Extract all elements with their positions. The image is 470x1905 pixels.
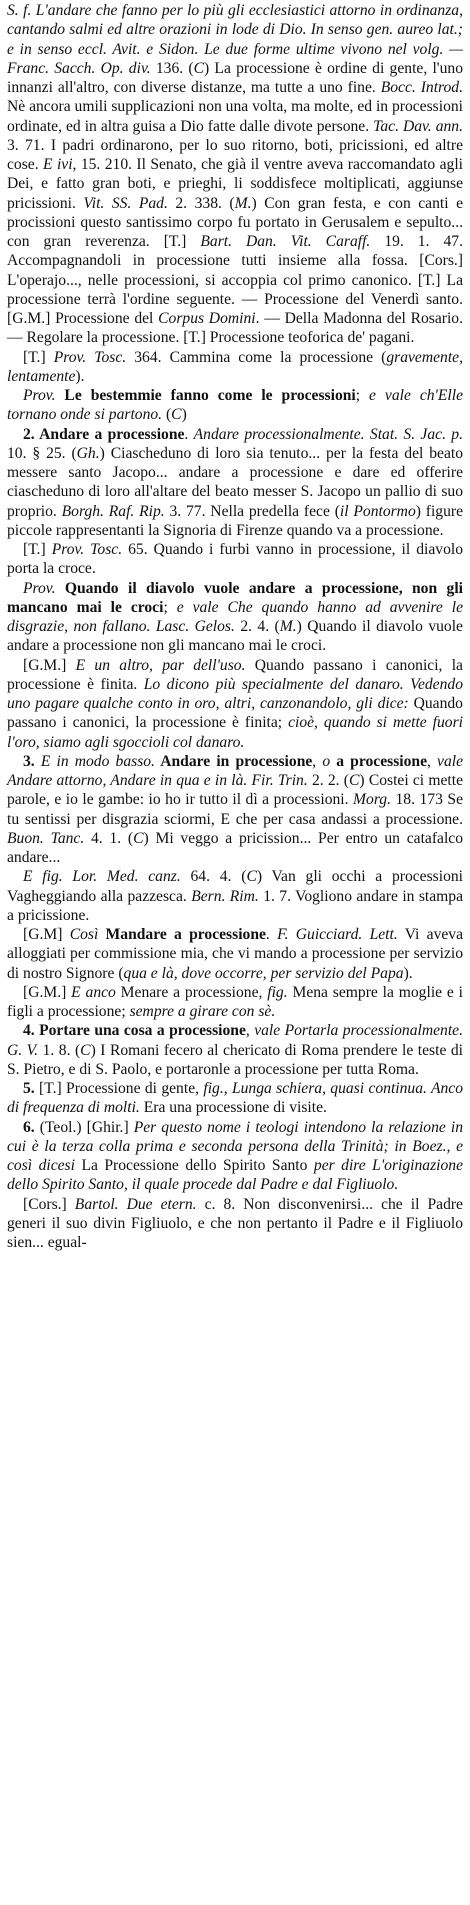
text-segment: ) Quando il diavolo vuole andare a processione non gli mancano mai le croci. xyxy=(7,618,463,655)
text-segment: ) I Romani fecero al chericato di Roma prendere le teste di S. Pietro, e di S. Paolo, e portaronle a processione per tutta Roma. xyxy=(7,1041,463,1078)
text-segment: Quando passano i canonici, la processione è finita. xyxy=(7,656,463,693)
entry-paragraph-5 xyxy=(7,540,463,579)
text-segment: 2. 338. ( xyxy=(167,194,235,212)
text-segment: e vale Che quando hanno ad avvenire le disgrazie, non fallano. Lasc. Gelos. xyxy=(7,598,464,635)
text-segment: 3. xyxy=(23,752,41,770)
text-segment: Per questo nome i teologi intendono la relazione in cui è la terza colla prima e seconda persona della Trinità; in Boez., e così dicesi xyxy=(7,1118,464,1174)
text-segment: Andare in processione xyxy=(154,752,313,770)
text-segment: , xyxy=(427,752,438,770)
entry-paragraph-1 xyxy=(7,1,463,348)
text-segment: ( xyxy=(162,406,172,424)
text-segment: Nè ancora umili supplicazioni non una volta, ma molte, ed in processioni ordinate, ed in altra guisa a Dio fatte dalle divote persone. xyxy=(7,98,464,135)
text-segment: 3. 71. I padri ordinarono, per lo suo ritorno, boti, pricissioni, ed altre cose. xyxy=(7,136,463,173)
text-segment: Prov. Tosc. xyxy=(51,541,123,558)
text-segment: 5. xyxy=(23,1080,40,1097)
text-segment: 1. 8. ( xyxy=(38,1041,81,1059)
text-segment: [Cors.] xyxy=(23,1195,75,1213)
text-segment: Mena sempre la moglie e i figli a processione; xyxy=(7,983,463,1020)
text-segment: C xyxy=(349,772,360,789)
text-segment: Vit. SS. Pad. xyxy=(83,194,168,212)
text-segment: , xyxy=(312,752,323,770)
text-segment: La Processione dello Spirito Santo xyxy=(74,1157,314,1174)
text-segment: [G.M] xyxy=(23,926,70,943)
text-segment: C xyxy=(193,59,204,77)
text-segment: ) Ciascheduno di loro sia tenuto... per la festa del beato messere santo Jacopo... andare a processione e dare ed offerire ciascheduno di loro all'altare del beato messer S. Jacopo un pallio di suo proprio. xyxy=(7,444,464,520)
text-segment: Menare a processione, xyxy=(115,983,268,1001)
text-segment: 136. ( xyxy=(150,59,194,77)
text-segment: M. xyxy=(234,194,252,212)
text-segment: 3. 77. Nella predella fece ( xyxy=(164,502,340,520)
text-segment: Lo dicono più specialmente del danaro. Vedendo uno pagare qualche conto in oro, altri, canzonandolo, gli dice: xyxy=(7,675,463,712)
text-segment: Così xyxy=(69,926,99,943)
text-segment: 6. xyxy=(23,1118,40,1136)
text-segment: M. xyxy=(279,618,297,635)
text-segment: vale Portarla processionalmente. G. V. xyxy=(7,1022,463,1059)
text-segment: ) Con gran festa, e con canti e procissioni questo santissimo corpo fu portato in Gerusalem e sepulto... con gran reverenza. [T.] xyxy=(7,194,463,250)
text-segment: C xyxy=(80,1041,91,1059)
text-segment: qua e là, dove occorre, per servizio del Papa xyxy=(123,964,404,982)
entry-paragraph-6 xyxy=(7,579,463,656)
text-segment: ; xyxy=(355,387,370,404)
text-segment: fig. xyxy=(267,983,288,1001)
text-segment: C xyxy=(133,829,144,847)
entry-paragraph-2 xyxy=(7,348,463,387)
text-segment: Le bestemmie fanno come le processioni xyxy=(55,387,356,404)
text-segment: E fig. Lor. Med. canz. xyxy=(23,868,181,886)
text-segment: E ivi xyxy=(43,156,73,173)
text-segment: [G.M.] xyxy=(23,983,72,1001)
text-segment: Quando il diavolo vuole andare a processione, non gli mancano mai le croci xyxy=(7,579,463,616)
text-segment: 19. 1. 47. Accompagnandoli in processione tutti insieme alla fossa. [Cors.] L'operajo..., nelle processioni, si accoppia col primo canonico. [T.] La processione terrà l'ordine seguente. — Processione del Venerdì santo. [G.M.] Processione del xyxy=(7,233,463,327)
text-segment: a processione xyxy=(330,752,427,770)
text-segment: Bern. Rim. xyxy=(191,887,259,905)
text-segment: 1. 7. Vogliono andare in stampa a pricissione. xyxy=(7,887,464,924)
text-segment: c. 8. Non disconvenirsi... che il Padre generi il suo divin Figliuolo, e che non pertanto il Padre e il Figliuolo sien... egual- xyxy=(7,1195,463,1251)
text-segment: Prov. xyxy=(23,387,56,404)
text-segment: per dire L'originazione dello Spirito Santo, il quale procede dal Padre e dal Figliuolo. xyxy=(7,1157,464,1194)
text-segment: Andare processionalmente. Stat. S. Jac. p. xyxy=(193,425,463,443)
text-segment: ) Mi veggo a pricission... Per entro un catafalco andare... xyxy=(7,829,463,866)
entry-paragraph-11 xyxy=(7,983,463,1022)
text-segment: ) Costei ci mette parole, e io le gambe: io ho ir tutto il dì a processioni. xyxy=(7,772,463,809)
text-segment: E in modo basso. xyxy=(40,752,155,770)
text-segment: fig., Lunga schiera, quasi continua. Anco di frequenza di molti. xyxy=(7,1080,464,1117)
entry-paragraph-4 xyxy=(7,425,463,541)
text-segment: 2. 2. ( xyxy=(307,772,349,789)
entry-paragraph-12 xyxy=(7,1021,463,1079)
text-segment: . xyxy=(184,425,194,443)
text-segment: gravemente, lentamente xyxy=(7,348,463,385)
text-segment: Prov. Tosc. xyxy=(53,348,127,366)
text-segment: o xyxy=(322,752,331,770)
text-segment: Bart. Dan. Vit. Caraff. xyxy=(200,233,371,250)
text-segment: ). xyxy=(403,964,413,982)
text-segment: E un altro, par dell'uso. xyxy=(75,656,246,674)
text-segment: [T.] xyxy=(23,348,54,366)
text-segment: Mandare a processione xyxy=(98,926,266,943)
text-segment: Tac. Dav. ann. xyxy=(373,117,463,135)
text-segment: Bartol. Due etern. xyxy=(74,1195,197,1213)
text-segment: 2. Andare a processione xyxy=(23,425,185,443)
text-segment: ; xyxy=(163,598,177,616)
text-segment: Bocc. Introd. xyxy=(380,79,464,96)
text-segment: 65. Quando i furbi vanno in processione, il diavolo porta la croce. xyxy=(7,541,463,578)
entry-paragraph-8 xyxy=(7,752,463,868)
text-segment: e vale ch'Elle tornano onde si partono. xyxy=(7,387,463,424)
entry-paragraph-9 xyxy=(7,867,463,925)
text-segment: . xyxy=(265,926,278,943)
text-segment: (Teol.) [Ghir.] xyxy=(39,1118,134,1136)
text-segment: 2. 4. ( xyxy=(234,618,280,635)
entry-paragraph-7 xyxy=(7,656,463,752)
text-segment: 4. 1. ( xyxy=(84,829,134,847)
entry-paragraph-3 xyxy=(7,386,463,425)
text-segment: 4. Portare una cosa a processione xyxy=(23,1022,246,1040)
text-segment: S. f. L'andare che fanno per lo più gli ecclesiastici attorno in ordinanza, cantando salmi ed altre orazioni in lode di Dio. In senso gen. aureo lat.; e in senso eccl. Avit. e Sidon. Le due forme ultime vivono nel volg. — Franc. Sacch. Op. div. xyxy=(7,2,463,77)
text-segment: [T.] xyxy=(23,541,52,558)
entry-paragraph-13 xyxy=(7,1079,463,1118)
text-segment: Corpus Domini xyxy=(158,310,256,327)
text-segment: 64. 4. ( xyxy=(180,868,247,886)
text-segment: [G.M.] xyxy=(23,656,76,674)
text-segment: [T.] Processione di gente, xyxy=(39,1080,204,1097)
text-segment: Quando passano i canonici, la processione è finita; xyxy=(7,695,463,732)
text-segment: ) La processione è ordine di gente, l'uno innanzi all'altro, con diverse distanze, ma tutte a uno fine. xyxy=(7,59,463,96)
text-segment: Prov. xyxy=(23,579,56,597)
text-segment: C xyxy=(171,406,182,424)
text-segment: ) Van gli occhi a processioni Vagheggiando alla pazzesca. xyxy=(7,868,464,905)
text-segment: , xyxy=(245,1022,255,1040)
text-segment: . — Della Madonna del Rosario. — Regolare la processione. [T.] Processione teoforica de' pagani. xyxy=(7,310,463,347)
text-segment: Borgh. Raf. Rip. xyxy=(61,502,165,520)
entry-paragraph-10 xyxy=(7,925,463,983)
text-segment: Era una processione di visite. xyxy=(139,1099,327,1117)
text-segment: ). xyxy=(75,367,85,385)
text-segment: ) figure piccole rappresentanti la Signoria di Firenze quando va a processione. xyxy=(7,502,463,539)
text-segment: E anco xyxy=(71,983,116,1001)
text-segment: , 15. 210. Il Senato, che già il ventre aveva raccomandato agli Dei, e fatto gran boti, e prieghi, li soddisfece moltiplicati, aggiunse pricissioni. xyxy=(7,156,463,212)
text-segment: sempre a girare con sè. xyxy=(129,1003,276,1020)
text-segment: ) xyxy=(181,406,187,424)
text-segment: il Pontormo xyxy=(339,502,416,520)
text-segment: Morg. xyxy=(353,791,392,809)
text-segment: F. Guicciard. Lett. xyxy=(277,926,398,943)
text-segment: 18. 173 Se tu sentissi per disgrazia sciormi, E che per casa andassi a processione. xyxy=(7,791,463,828)
text-segment: Buon. Tanc. xyxy=(7,829,85,847)
text-segment: 364. Cammina come la processione ( xyxy=(126,348,387,366)
text-segment: vale Andare attorno, Andare in qua e in là. Fir. Trin. xyxy=(7,752,464,789)
text-segment: C xyxy=(246,868,257,886)
entry-paragraph-14 xyxy=(7,1118,463,1195)
text-segment: Gh. xyxy=(76,444,100,462)
text-segment: Vi aveva alloggiati per commissione mia, che vi mando a processione per servizio di nostro Signore ( xyxy=(7,926,464,982)
text-segment: 10. § 25. ( xyxy=(7,444,77,462)
entry-paragraph-15 xyxy=(7,1195,463,1253)
text-segment: cioè, quando si mette fuori l'oro, siamo agli sgoccioli col danaro. xyxy=(7,714,463,751)
